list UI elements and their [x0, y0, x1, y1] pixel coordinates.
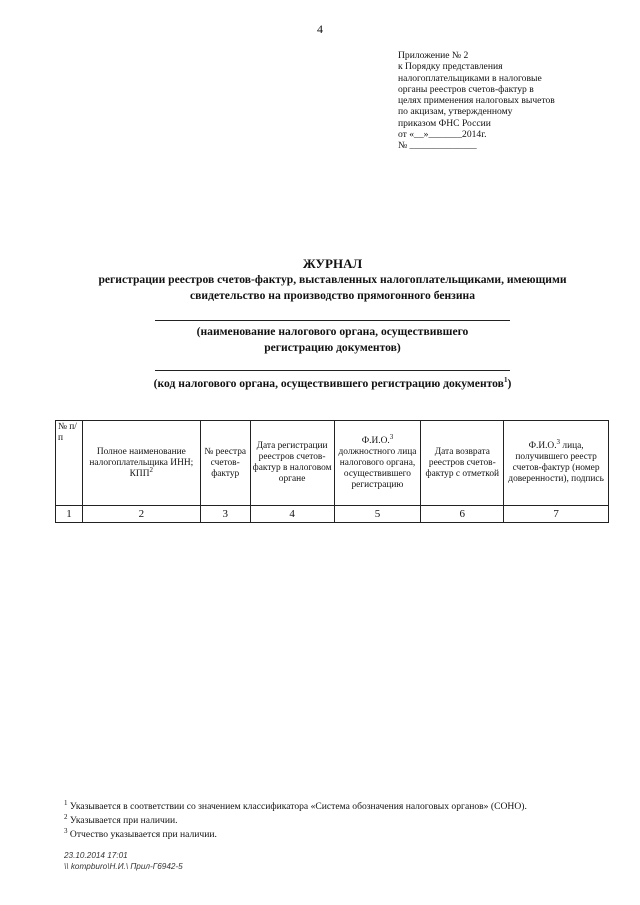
appendix-line: № ______________: [398, 140, 477, 152]
stamp-filepath: \\ kompburo\Н.И.\ Прил-Г6942-5: [64, 861, 183, 871]
appendix-line: целях применения налоговых вычетов: [398, 95, 555, 107]
print-stamp: [64, 851, 183, 872]
appendix-line: по акцизам, утвержденному: [398, 106, 513, 118]
footnotes: [64, 800, 527, 842]
column-number-row: [56, 506, 609, 523]
code-caption-text: (код налогового органа, осуществившего регистрацию документов: [153, 377, 504, 390]
appendix-line: налогоплательщиками в налоговые: [398, 72, 542, 84]
header-cell-registry-number: № реестра счетов-фактур: [200, 421, 250, 506]
appendix-block: [398, 50, 628, 152]
title-line: регистрации реестров счетов-фактур, выставленных налогоплательщиками, имеющими: [98, 273, 567, 286]
footnote: $^2$ Указывается при наличии.: [64, 812, 178, 826]
column-number-cell: 7: [504, 506, 609, 523]
footnote-ref: 1: [503, 376, 508, 385]
footnote-ref: 3: [389, 432, 394, 441]
stamp-timestamp: 23.10.2014 17:01: [64, 851, 128, 860]
appendix-line: Приложение № 2: [398, 50, 469, 61]
authority-name-line: [155, 320, 510, 321]
column-number-cell: 2: [82, 506, 200, 523]
footnote: $^3$ Отчество указывается при наличии.: [64, 826, 217, 840]
header-cell-number: № п/п: [56, 421, 83, 506]
journal-table: [55, 420, 609, 523]
footnote: $^1$ Указывается в соответствии со значением классификатора «Система обозначения налоговых органов» (СОНО).: [64, 798, 527, 812]
header-cell-registration-date: Дата регистрации реестров счетов-фактур в налоговом органе: [250, 421, 334, 506]
footnote-ref: 2: [149, 465, 153, 474]
header-cell-recipient: Ф.И.О.$^3$ лица, получившего реестр счетов-фактур (номер доверенности), подпись: [504, 421, 609, 506]
appendix-line: к Порядку представления: [398, 61, 503, 73]
column-number-cell: 3: [200, 506, 250, 523]
authority-caption: [100, 324, 565, 356]
column-number-cell: 4: [250, 506, 334, 523]
header-cell-official-name: Ф.И.О.$^3$ должностного лица налогового органа, осуществившего регистрацию: [334, 421, 421, 506]
column-number-cell: 6: [421, 506, 504, 523]
column-number-cell: 5: [334, 506, 421, 523]
appendix-line: органы реестров счетов-фактур в: [398, 83, 534, 95]
title-line: свидетельство на производство прямогонного бензина: [190, 289, 475, 302]
authority-code-line: [155, 370, 510, 371]
appendix-line: от «__»_______2014г.: [398, 129, 487, 141]
code-caption-tail: ): [507, 377, 512, 390]
page-number: 4: [317, 22, 323, 36]
column-number-cell: 1: [56, 506, 83, 523]
title-heading: ЖУРНАЛ: [302, 256, 363, 271]
code-caption: [60, 376, 605, 392]
authority-caption-line: регистрацию документов): [264, 341, 401, 354]
document-title: [60, 256, 605, 304]
table-header-row: [56, 421, 609, 506]
footnote-ref: 3: [556, 437, 561, 446]
header-cell-return-date: Дата возврата реестров счетов-фактур с отметкой: [421, 421, 504, 506]
appendix-line: приказом ФНС России: [398, 117, 491, 129]
header-cell-taxpayer: Полное наименование налогоплательщика ИНН; КПП$^2$: [82, 421, 200, 506]
authority-caption-line: (наименование налогового органа, осуществившего: [196, 325, 469, 338]
